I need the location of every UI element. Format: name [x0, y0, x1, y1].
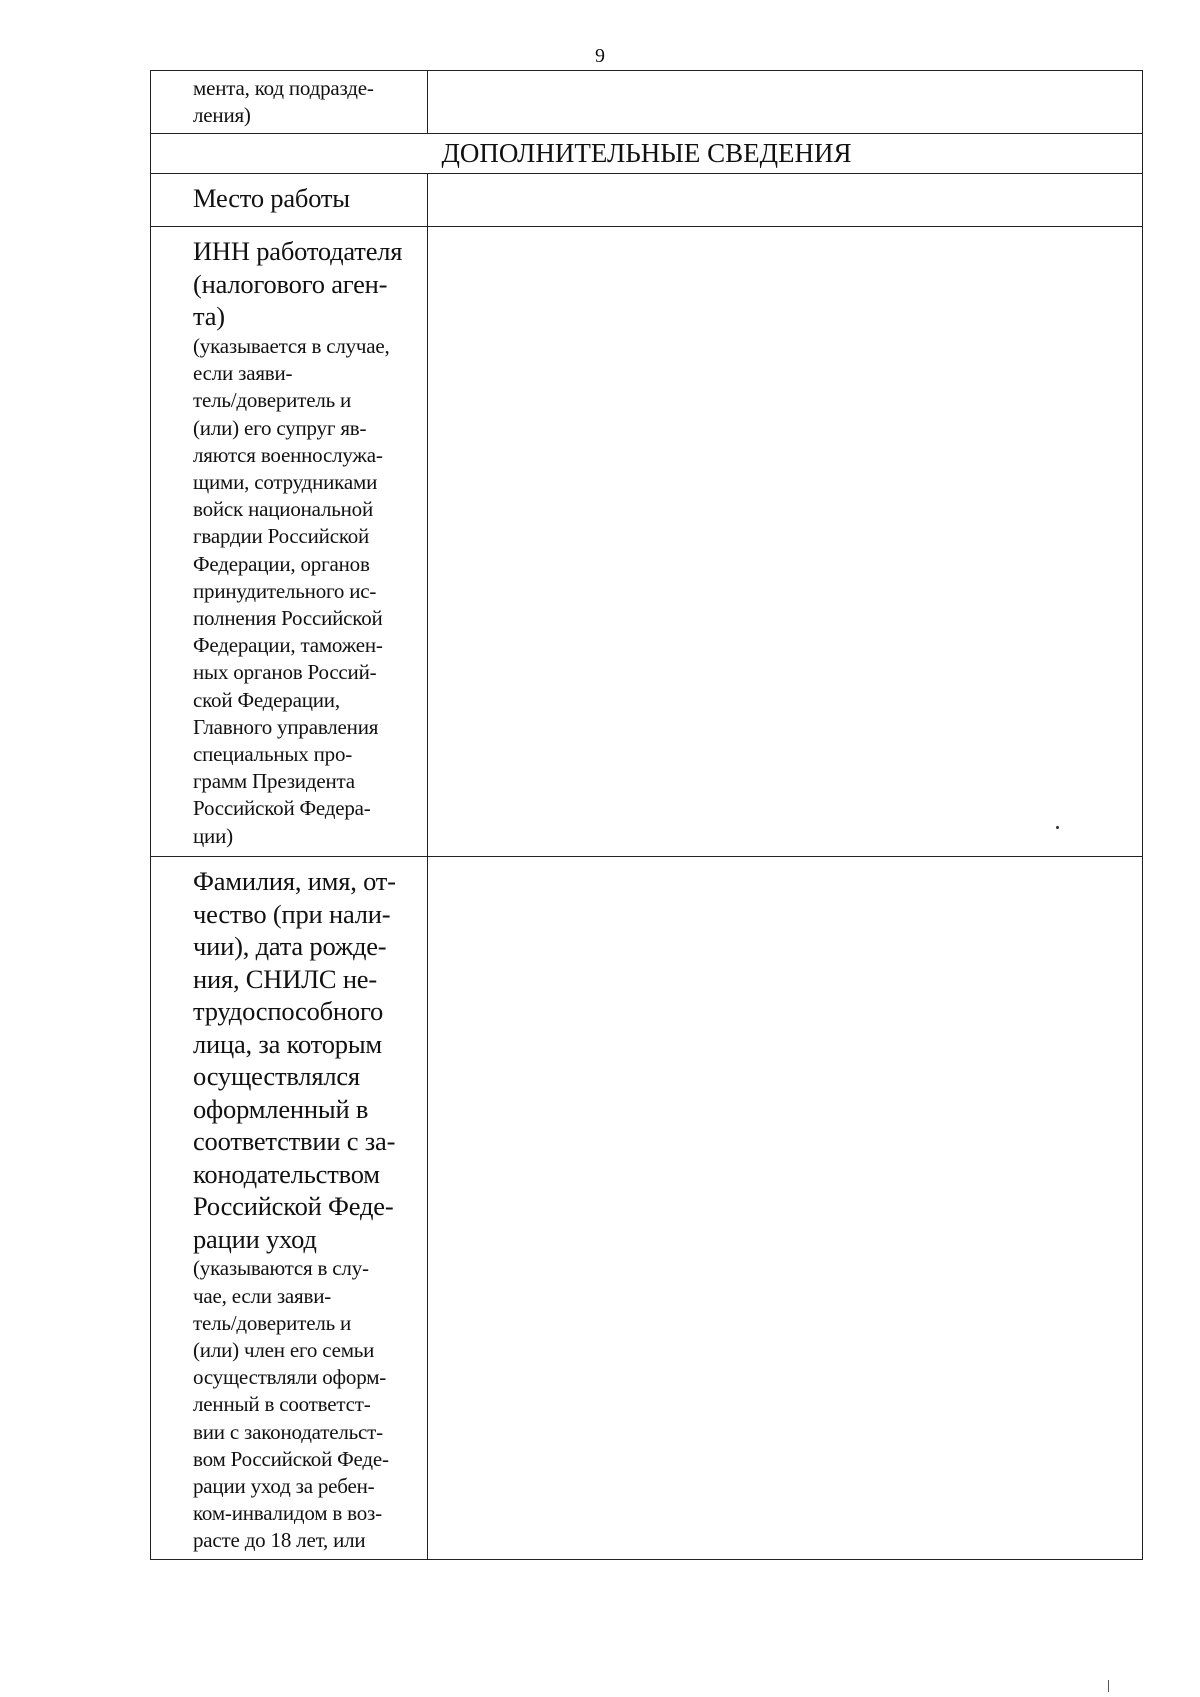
workplace-value-field[interactable]	[428, 174, 1143, 227]
continuation-line: ления)	[193, 103, 251, 128]
employer-inn-note-line: ской Федерации,	[193, 687, 340, 712]
section-header: ДОПОЛНИТЕЛЬНЫЕ СВЕДЕНИЯ	[151, 134, 1143, 174]
disabled-person-note-line: вии с законодательст-	[193, 1419, 383, 1444]
employer-inn-note-line: (указывается в случае,	[193, 333, 390, 358]
employer-inn-note-line: Федерации, органов	[193, 551, 370, 576]
employer-inn-note-line: ции)	[193, 823, 233, 848]
scan-speck	[1056, 826, 1059, 829]
employer-inn-note-line: тель/доверитель и	[193, 388, 352, 413]
employer-inn-title	[193, 235, 419, 333]
employer-inn-note-line: гвардии Российской	[193, 524, 370, 549]
employer-inn-note-line: грамм Президента	[193, 769, 355, 794]
table-row-section-header	[151, 134, 1143, 174]
disabled-person-note-line: расте до 18 лет, или	[193, 1528, 366, 1553]
disabled-person-title-line: Фамилия, имя, от-	[193, 866, 396, 897]
employer-inn-title-line: та)	[193, 301, 225, 332]
disabled-person-title-line: рации уход	[193, 1223, 317, 1254]
disabled-person-title-line: лица, за которым	[193, 1028, 382, 1059]
employer-inn-note-line: Федерации, таможен-	[193, 633, 383, 658]
disabled-person-note-line: чае, если заяви-	[193, 1283, 332, 1308]
disabled-person-title-line: осуществлялся	[193, 1061, 360, 1092]
disabled-person-note-line: ленный в соответст-	[193, 1392, 371, 1417]
disabled-person-note-line: вом Российской Феде-	[193, 1446, 389, 1471]
disabled-person-title-line: чии), дата рожде-	[193, 931, 387, 962]
disabled-person-note-line: (или) член его семьи	[193, 1338, 375, 1363]
employer-inn-note-line: щими, сотрудниками	[193, 469, 378, 494]
disabled-person-title-line: чество (при нали-	[193, 898, 391, 929]
employer-inn-note-line: ляются военнослужа-	[193, 442, 383, 467]
disabled-person-label-cell	[151, 857, 428, 1559]
disabled-person-value-field[interactable]	[428, 857, 1143, 1559]
employer-inn-note-line: если заяви-	[193, 361, 293, 386]
disabled-person-note-line: рации уход за ребен-	[193, 1474, 375, 1499]
employer-inn-note-line: принудительного ис-	[193, 578, 377, 603]
page-number: 9	[595, 45, 605, 67]
continuation-line: мента, код подразде-	[193, 76, 374, 100]
employer-inn-note-line: полнения Российской	[193, 605, 383, 630]
disabled-person-note-line: ком-инвалидом в воз-	[193, 1501, 382, 1526]
employer-inn-note-line: Главного управления	[193, 714, 379, 739]
disabled-person-title-line: трудоспособного	[193, 996, 384, 1027]
table-row-continuation	[151, 71, 1143, 134]
continuation-value-field[interactable]	[428, 71, 1143, 134]
disabled-person-note-line: (указываются в слу-	[193, 1256, 369, 1281]
disabled-person-title-line: соответствии с за-	[193, 1126, 396, 1157]
disabled-person-title-line: оформленный в	[193, 1093, 369, 1124]
employer-inn-label-cell	[151, 227, 428, 857]
table-row-workplace	[151, 174, 1143, 227]
employer-inn-note-line: специальных про-	[193, 741, 353, 766]
disabled-person-title-line: конодательством	[193, 1158, 380, 1189]
employer-inn-title-line: (налогового аген-	[193, 268, 388, 299]
employer-inn-note-line: (или) его супруг яв-	[193, 415, 367, 440]
employer-inn-note-line: Российской Федера-	[193, 796, 371, 821]
continuation-label-cell	[151, 71, 428, 134]
table-row-employer-inn	[151, 227, 1143, 857]
employer-inn-note-line: войск национальной	[193, 497, 373, 522]
table-row-disabled-person	[151, 857, 1143, 1559]
employer-inn-title-line: ИНН работодателя	[193, 236, 403, 267]
employer-inn-note	[193, 333, 419, 850]
scan-edge-mark	[1108, 1680, 1109, 1692]
disabled-person-title-line: ния, СНИЛС не-	[193, 963, 377, 994]
disabled-person-note-line: тель/доверитель и	[193, 1310, 352, 1335]
employer-inn-note-line: ных органов Россий-	[193, 660, 377, 685]
workplace-label	[151, 174, 428, 227]
employer-inn-value-field[interactable]	[428, 227, 1143, 857]
disabled-person-title	[193, 865, 419, 1255]
disabled-person-title-line: Российской Феде-	[193, 1191, 394, 1222]
workplace-label-text: Место работы	[193, 183, 350, 214]
disabled-person-note-line: осуществляли оформ-	[193, 1365, 387, 1390]
disabled-person-note	[193, 1255, 419, 1554]
form-table	[150, 70, 1143, 1560]
